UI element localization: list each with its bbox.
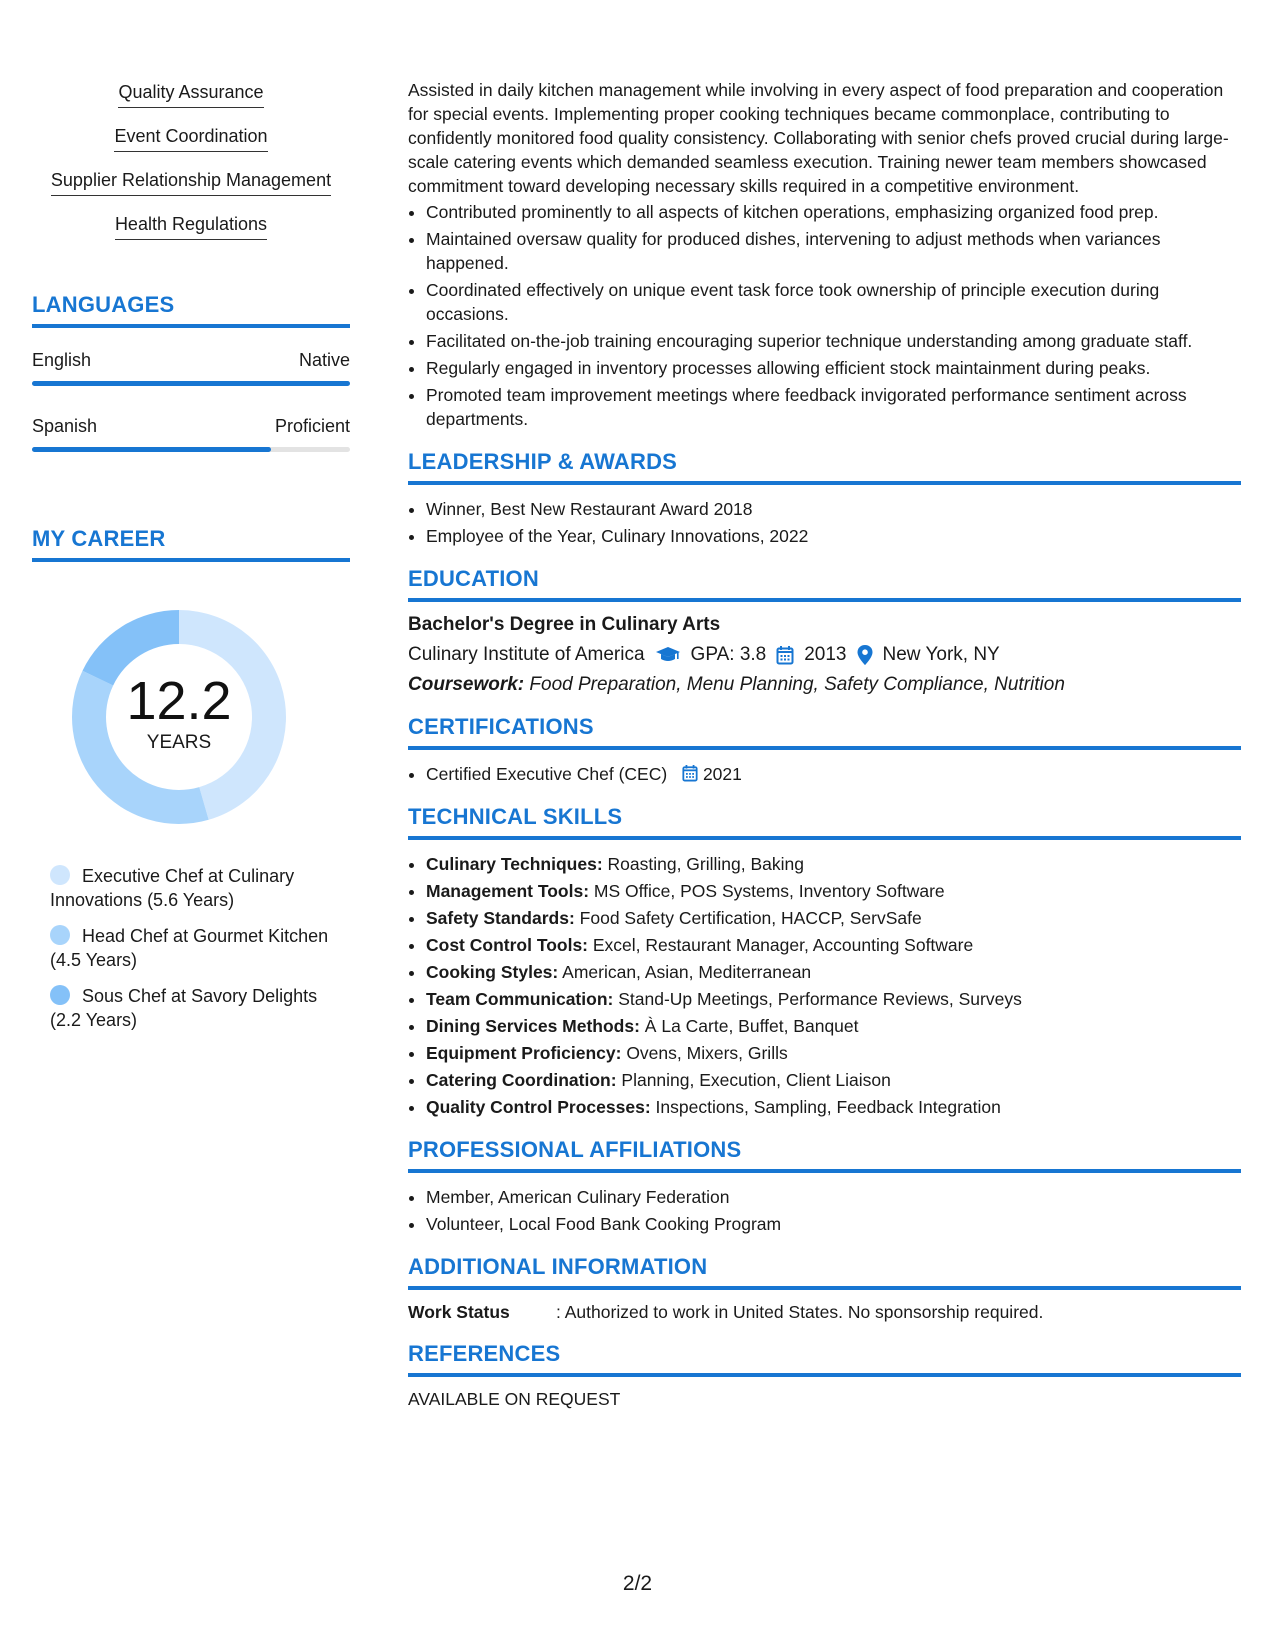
- skill-key: Cooking Styles:: [426, 962, 559, 982]
- list-item: [426, 1095, 1241, 1119]
- calendar-icon: [776, 645, 794, 665]
- list-item: • Coordinated effectively on unique event task force took ownership of principle execution during occasions.: [426, 278, 1241, 326]
- work-status-key: Work Status: [408, 1302, 510, 1322]
- skill-key: Safety Standards:: [426, 908, 575, 928]
- career-unit: YEARS: [146, 732, 212, 753]
- skill-item: Supplier Relationship Management: [51, 170, 331, 196]
- career-total: 12.2: [126, 671, 232, 731]
- career-legend-item: [50, 864, 350, 912]
- leadership-list: [408, 497, 1241, 548]
- skill-key: Catering Coordination:: [426, 1070, 617, 1090]
- skill-item: Quality Assurance: [118, 82, 263, 108]
- certifications-list: [408, 762, 1241, 786]
- list-item: • Member, American Culinary Federation: [426, 1185, 1241, 1209]
- list-item: • Maintained oversaw quality for produced dishes, intervening to adjust methods when variances happened.: [426, 227, 1241, 275]
- list-item: [426, 1014, 1241, 1038]
- legend-dot: [50, 985, 70, 1005]
- career-legend-item: [50, 984, 350, 1032]
- coursework-text: Food Preparation, Menu Planning, Safety Compliance, Nutrition: [524, 674, 1065, 695]
- education-meta: [408, 644, 1241, 666]
- list-item: • Employee of the Year, Culinary Innovations, 2022: [426, 524, 1241, 548]
- languages-title: LANGUAGES: [32, 292, 350, 328]
- list-item: • Promoted team improvement meetings where feedback invigorated performance sentiment across departments.: [426, 383, 1241, 431]
- language-bar-fill: [32, 381, 350, 386]
- work-status-value: : Authorized to work in United States. No sponsorship required.: [556, 1302, 1044, 1322]
- skill-item: Event Coordination: [114, 126, 267, 152]
- legend-dot: [50, 925, 70, 945]
- skills-list: [32, 76, 350, 252]
- language-level: Proficient: [274, 416, 350, 436]
- certification-year: 2021: [702, 764, 742, 784]
- legend-label: Head Chef at Gourmet Kitchen (4.5 Years): [50, 926, 329, 970]
- skill-key: Culinary Techniques:: [426, 854, 603, 874]
- list-item: [426, 762, 1241, 786]
- education-year: 2013: [804, 644, 847, 665]
- graduation-cap-icon: [655, 646, 681, 664]
- skill-key: Cost Control Tools:: [426, 935, 589, 955]
- skill-value: Excel, Restaurant Manager, Accounting Software: [588, 935, 974, 955]
- language-bar-fill: [32, 447, 271, 452]
- skill-key: Dining Services Methods:: [426, 1016, 640, 1036]
- references-title: REFERENCES: [408, 1341, 1241, 1377]
- skill-item: Health Regulations: [115, 214, 267, 240]
- language-row: [32, 350, 350, 386]
- skill-value: Roasting, Grilling, Baking: [602, 854, 805, 874]
- language-row: [32, 416, 350, 452]
- list-item: [426, 933, 1241, 957]
- list-item: [426, 906, 1241, 930]
- leadership-title: LEADERSHIP & AWARDS: [408, 449, 1241, 485]
- skill-value: À La Carte, Buffet, Banquet: [639, 1016, 859, 1036]
- location-pin-icon: [857, 645, 873, 665]
- work-status-row: [408, 1302, 1241, 1323]
- technical-skills-list: [408, 852, 1241, 1119]
- skill-value: Ovens, Mixers, Grills: [621, 1043, 788, 1063]
- skill-value: Planning, Execution, Client Liaison: [616, 1070, 891, 1090]
- list-item: [426, 1068, 1241, 1092]
- list-item: • Volunteer, Local Food Bank Cooking Program: [426, 1212, 1241, 1236]
- legend-label: Executive Chef at Culinary Innovations (5.6 Years): [50, 866, 295, 910]
- experience-summary: Assisted in daily kitchen management while involving in every aspect of food preparation and cooperation for special events. Implementing proper cooking techniques became commonplace, contributing to confidently monitored food quality consistency. Collaborating with senior chefs proved crucial during large-scale catering events which demanded seamless execution. Training newer team members showcased commitment toward developing necessary skills required in a competitive environment.: [408, 80, 1229, 196]
- certification-name: Certified Executive Chef (CEC): [426, 764, 668, 784]
- list-item: • Regularly engaged in inventory processes allowing efficient stock maintainment during peaks.: [426, 356, 1241, 380]
- certifications-title: CERTIFICATIONS: [408, 714, 1241, 750]
- experience-bullets: [408, 200, 1241, 431]
- skill-value: MS Office, POS Systems, Inventory Software: [589, 881, 945, 901]
- additional-info-title: ADDITIONAL INFORMATION: [408, 1254, 1241, 1290]
- list-item: [426, 987, 1241, 1011]
- education-school: Culinary Institute of America: [408, 644, 645, 665]
- list-item: [426, 960, 1241, 984]
- list-item: • Facilitated on-the-job training encouraging superior technique understanding among graduate staff.: [426, 329, 1241, 353]
- skill-value: American, Asian, Mediterranean: [558, 962, 812, 982]
- language-name: English: [32, 350, 92, 370]
- legend-dot: [50, 865, 70, 885]
- language-bar: [32, 381, 350, 386]
- skill-key: Team Communication:: [426, 989, 614, 1009]
- right-column: [408, 78, 1241, 1410]
- education-coursework: [408, 674, 1241, 696]
- skill-value: Food Safety Certification, HACCP, ServSafe: [574, 908, 922, 928]
- education-gpa: GPA: 3.8: [690, 644, 767, 665]
- education-location: New York, NY: [882, 644, 1000, 665]
- language-bar: [32, 447, 350, 452]
- left-column: [32, 76, 350, 1044]
- language-level: Native: [298, 350, 350, 370]
- list-item: [426, 852, 1241, 876]
- list-item: [426, 1041, 1241, 1065]
- legend-label: Sous Chef at Savory Delights (2.2 Years): [50, 986, 318, 1030]
- language-name: Spanish: [32, 416, 98, 436]
- skill-key: Quality Control Processes:: [426, 1097, 651, 1117]
- career-donut-chart: [64, 602, 294, 832]
- skill-value: Stand-Up Meetings, Performance Reviews, Surveys: [613, 989, 1022, 1009]
- references-text: AVAILABLE ON REQUEST: [408, 1389, 621, 1409]
- skill-key: Management Tools:: [426, 881, 590, 901]
- coursework-label: Coursework:: [408, 674, 525, 695]
- affiliations-title: PROFESSIONAL AFFILIATIONS: [408, 1137, 1241, 1173]
- list-item: [426, 879, 1241, 903]
- skill-value: Inspections, Sampling, Feedback Integration: [650, 1097, 1001, 1117]
- list-item: • Winner, Best New Restaurant Award 2018: [426, 497, 1241, 521]
- affiliations-list: [408, 1185, 1241, 1236]
- skill-key: Equipment Proficiency:: [426, 1043, 622, 1063]
- list-item: • Contributed prominently to all aspects of kitchen operations, emphasizing organized food prep.: [426, 200, 1241, 224]
- career-legend-item: [50, 924, 350, 972]
- technical-skills-title: TECHNICAL SKILLS: [408, 804, 1241, 840]
- education-title: EDUCATION: [408, 566, 1241, 602]
- calendar-icon: [682, 764, 698, 782]
- career-title: MY CAREER: [32, 526, 350, 562]
- education-degree: Bachelor's Degree in Culinary Arts: [408, 614, 721, 635]
- page-number: 2/2: [622, 1572, 653, 1595]
- career-legend: [50, 864, 350, 1032]
